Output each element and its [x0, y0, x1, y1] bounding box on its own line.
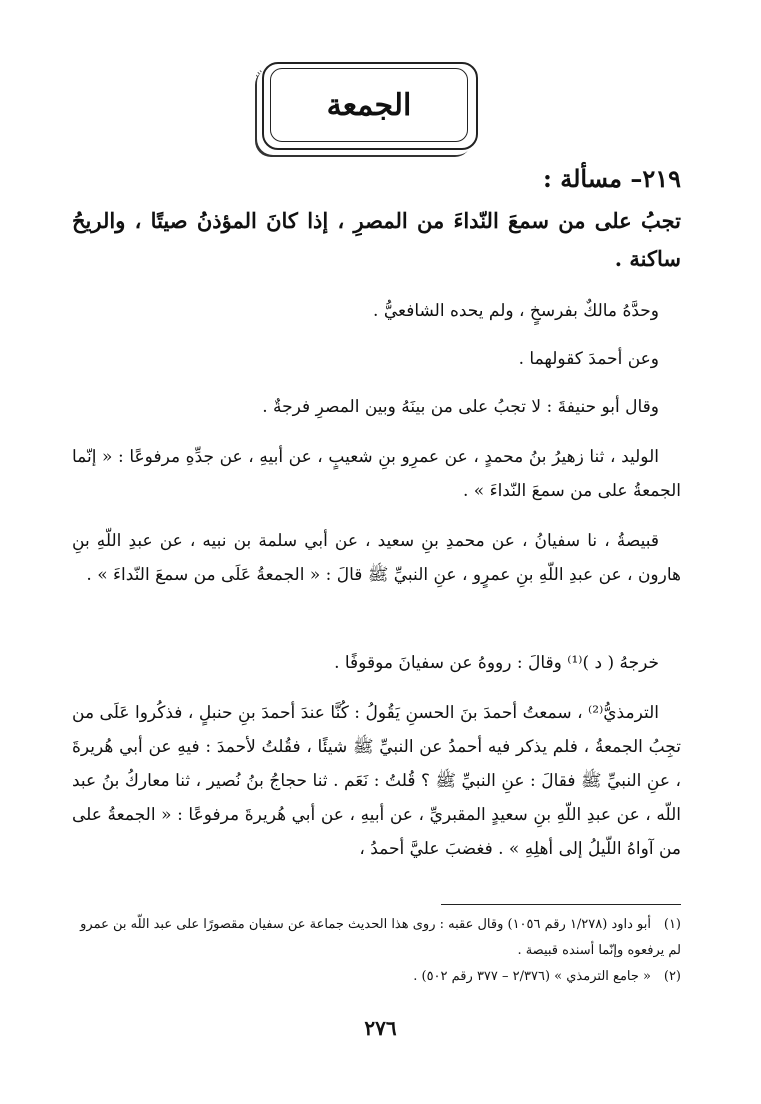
footnote-number: (١): [663, 917, 681, 932]
paragraph-text: وقال أبو حنيفةَ : لا تجبُ على من بينَهُ وبين المصرِ فرجةٌ .: [262, 397, 659, 417]
paragraph: [72, 440, 681, 508]
footnote-divider: [441, 904, 681, 905]
paragraph-text: وحدَّهُ مالكٌ بفرسخٍ ، ولم يحده الشافعيُّ .: [373, 301, 659, 321]
footnotes: [72, 912, 681, 990]
chapter-title: الجمعة: [326, 87, 412, 123]
paragraph-text: خرجهُ ( د )⁽¹⁾ وقالَ : رووهُ عن سفيانَ موقوفًا .: [334, 653, 659, 673]
issue-heading: ٢١٩– مسألة :: [543, 164, 681, 193]
paragraph: [72, 342, 681, 376]
issue-statement: تجبُ على من سمعَ النّداءَ من المصرِ ، إذا كانَ المؤذنُ صيتًا ، والريحُ ساكنة .: [72, 208, 681, 271]
paragraph: [72, 390, 681, 424]
paragraph-text: قبيصةُ ، نا سفيانُ ، عن محمدِ بنِ سعيد ، عن أبي سلمة بن نبيه ، عن عبدِ اللّهِ بنِ هارون ، عن عبدِ اللّهِ بنِ عمرٍو ، عنِ النبيِّ ﷺ قالَ : « الجمعةُ عَلَى من سمعَ النّداءَ » .: [72, 531, 681, 585]
paragraph: [72, 646, 681, 680]
page-number: ٢٧٦: [364, 1016, 397, 1040]
paragraph-text: وعن أحمدَ كقولهما .: [518, 349, 659, 369]
footnote-number: (٢): [663, 969, 681, 984]
footnote: [72, 964, 681, 990]
footnote-text: أبو داود (١/٢٧٨ رقم ١٠٥٦) وقال عقبه : روى هذا الحديث جماعة عن سفيان مقصورًا على عبد اللّه بن عمرو لم يرفعوه وإنّما أسنده قبيصة .: [80, 917, 681, 958]
title-box: [270, 68, 468, 142]
footnote: [72, 912, 681, 964]
footnote-text: « جامع الترمذي » (٢/٣٧٦ – ٣٧٧ رقم ٥٠٢) .: [413, 969, 651, 984]
paragraph: [72, 524, 681, 592]
paragraph: [72, 696, 681, 866]
paragraph: [72, 294, 681, 328]
paragraph-text: الترمذيُّ⁽²⁾ ، سمعتُ أحمدَ بنَ الحسنِ يَقُولُ : كُنَّا عندَ أحمدَ بنِ حنبلٍ ، فذكُروا عَلَى من تجِبُ الجمعةُ ، فلم يذكر فيه أحمدُ عن النبيِّ ﷺ شيئًا ، فقُلتُ لأحمدَ : فيهِ عن أبي هُريرةَ ، عنِ النبيِّ ﷺ فقالَ : عنِ النبيِّ ﷺ ؟ قُلتُ : نَعَم . ثنا حجاجُ بنُ نُصير ، ثنا معاركُ بنُ عبد اللّه ، عن عبدِ اللّهِ بنِ سعيدٍ المقبريِّ ، عن أبيهِ ، عن أبي هُريرةَ مرفوعًا : « الجمعةُ على من آواهُ اللّيلُ إلى أهلِهِ » . فغضبَ عليَّ أحمدُ ،: [72, 703, 681, 859]
paragraph-text: الوليد ، ثنا زهيرُ بنُ محمدٍ ، عن عمرِو بنِ شعيبٍ ، عن أبيهِ ، عن جدِّهِ مرفوعًا : « إنّما الجمعةُ على من سمعَ النّداءَ » .: [72, 447, 681, 501]
